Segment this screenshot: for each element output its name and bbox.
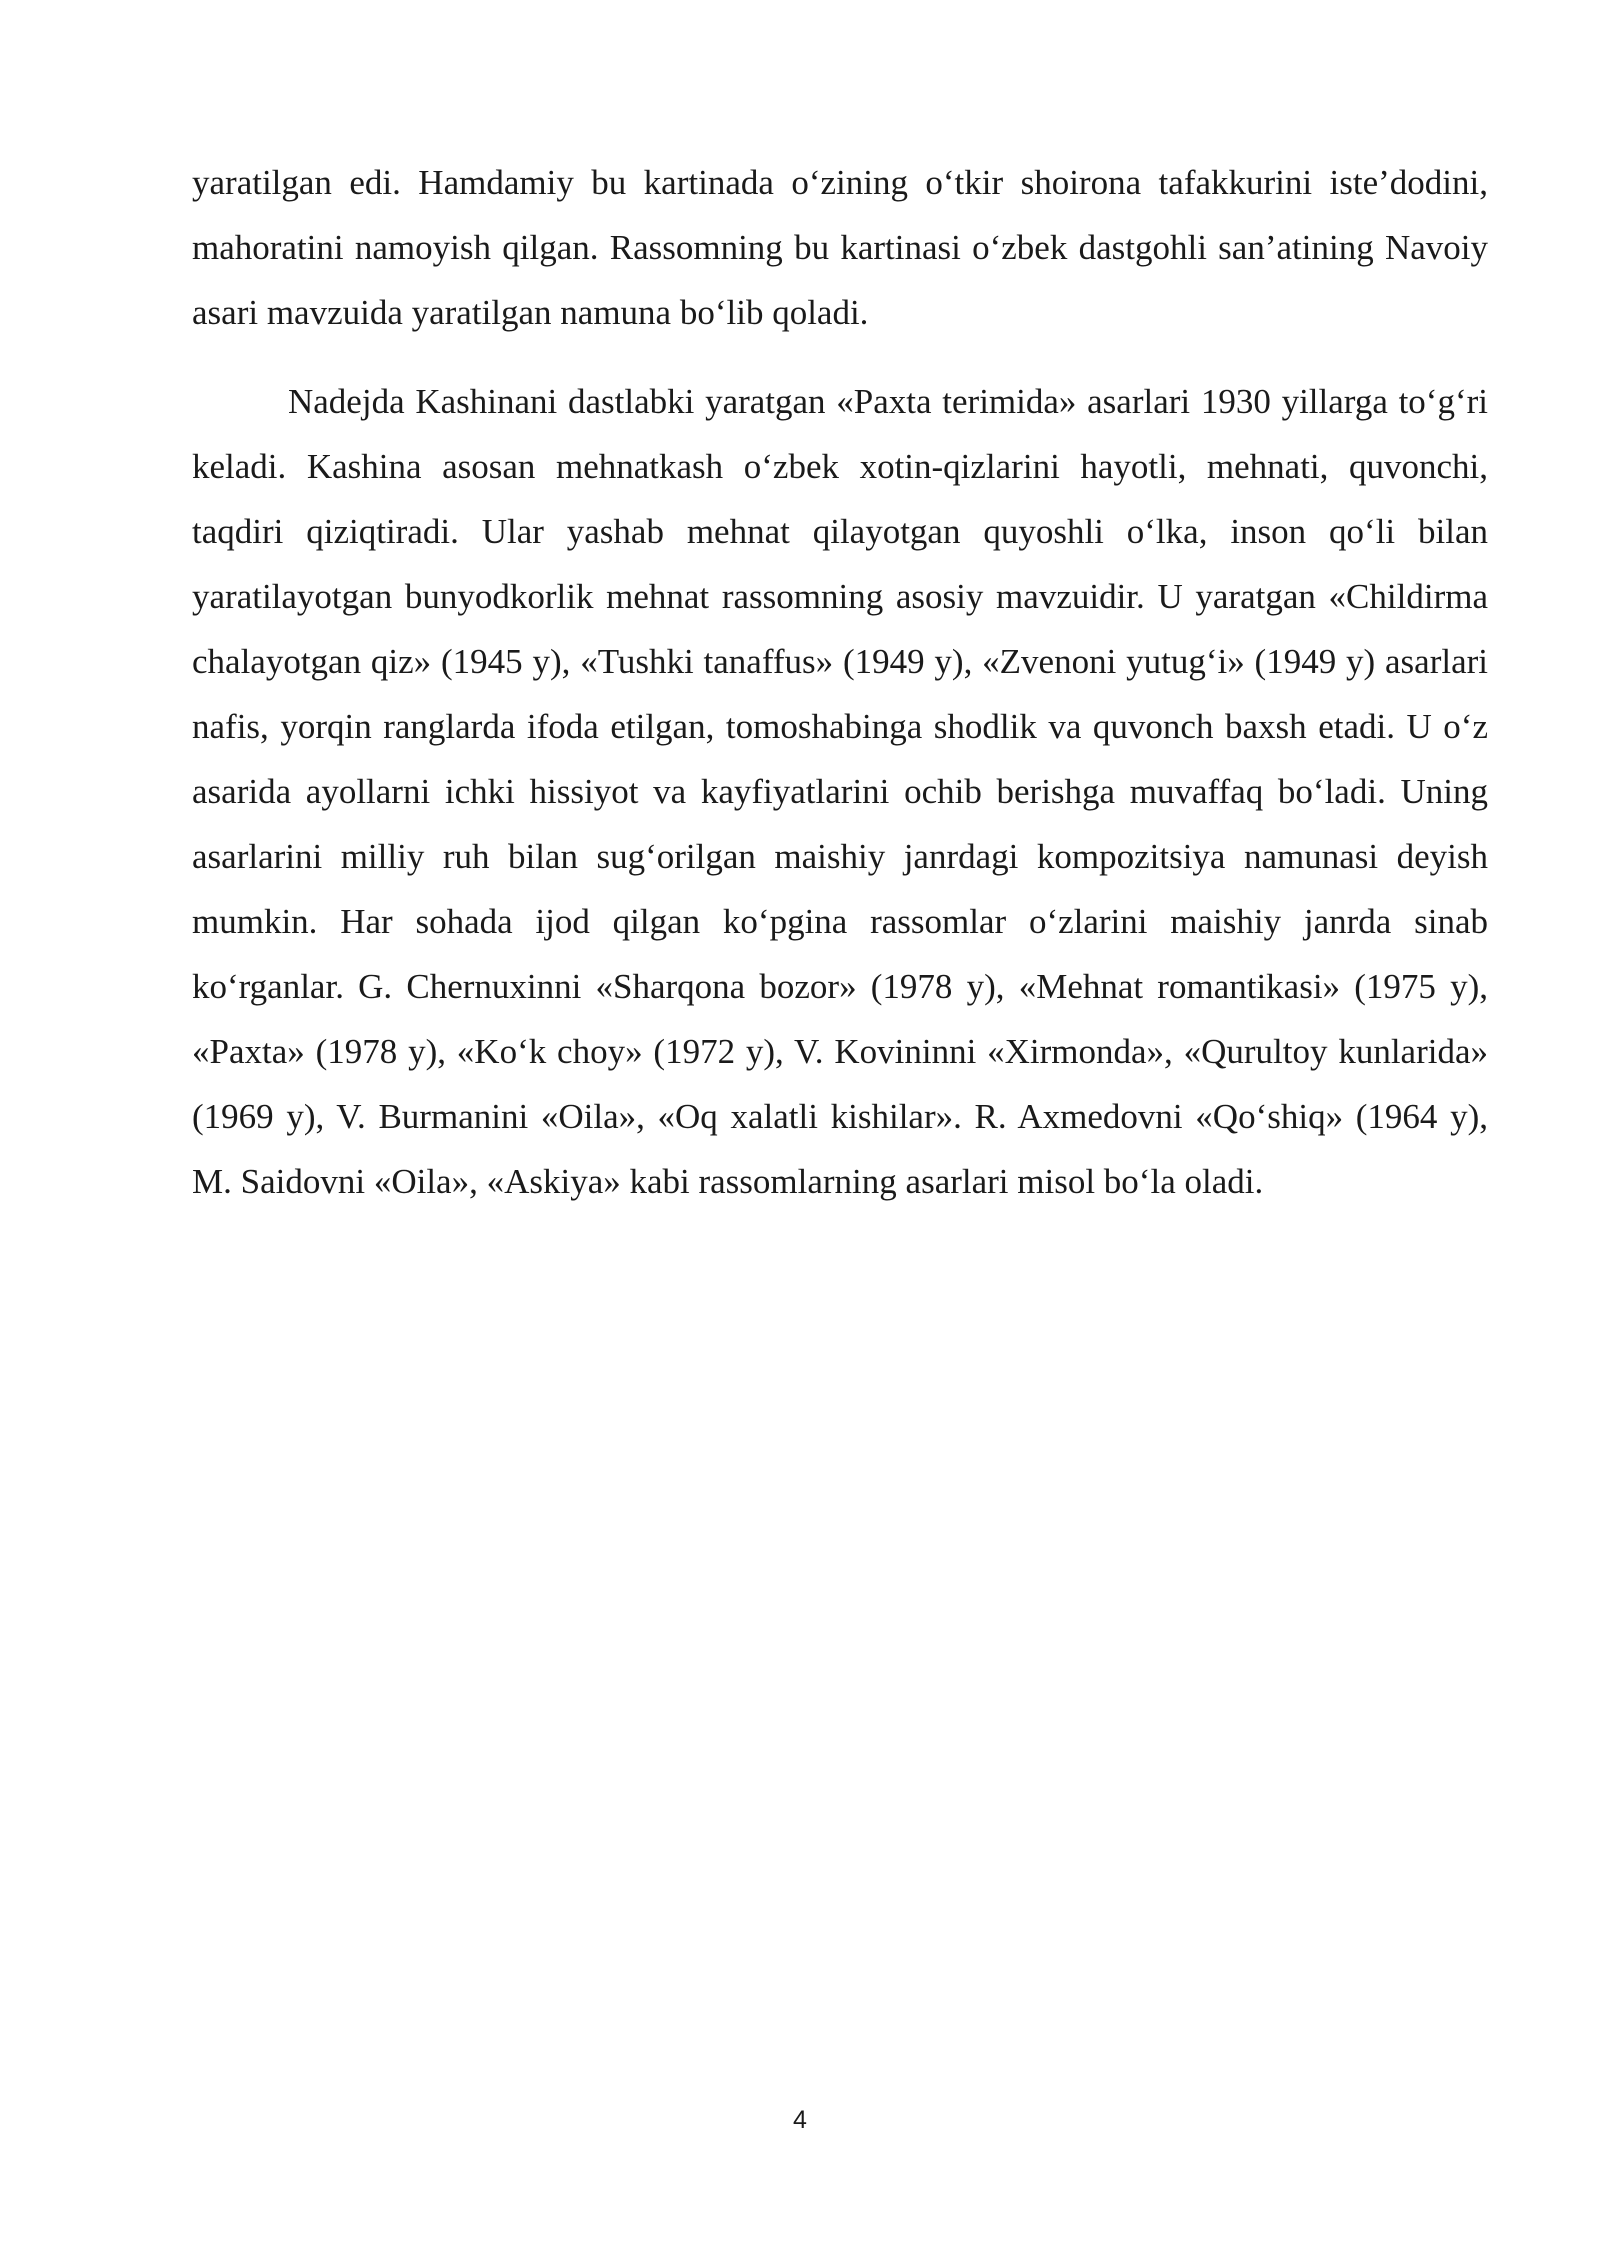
paragraph-kashina: Nadejda Kashinani dastlabki yaratgan «Paxta terimida» asarlari 1930 yillarga to‘g‘ri keladi. Kashina asosan mehnatkash o‘zbek xotin-qizlarini hayotli, mehnati, quvonchi, taqdiri qiziqtiradi. Ular yashab mehnat qilayotgan quyoshli o‘lka, inson qo‘li bilan yaratilayotgan bunyodkorlik mehnat rassomning asosiy mavzuidir. U yaratgan «Childirma chalayotgan qiz» (1945 y), «Tushki tanaffus» (1949 y), «Zvenoni yutug‘i» (1949 y) asarlari nafis, yorqin ranglarda ifoda etilgan, tomoshabinga shodlik va quvonch baxsh etadi. U o‘z asarida ayollarni ichki hissiyot va kayfiyatlarini ochib berishga muvaffaq bo‘ladi. Uning asarlarini milliy ruh bilan sug‘orilgan maishiy janrdagi kompozitsiya namunasi deyish mumkin. Har sohada ijod qilgan ko‘pgina rassomlar o‘zlarini maishiy janrda sinab ko‘rganlar. G. Chernuxinni «Sharqona bozor» (1978 y), «Mehnat romantikasi» (1975 y), «Paxta» (1978 y), «Ko‘k choy» (1972 y), V. Kovininni «Xirmonda», «Qurultoy kunlarida» (1969 y), V. Burmanini «Oila», «Oq xalatli kishilar». R. Axmedovni «Qo‘shiq» (1964 y), M. Saidovni «Oila», «Askiya» kabi rassomlarning asarlari misol bo‘la oladi. bbox=[192, 382, 1488, 1201]
paragraph-continuation: yaratilgan edi. Hamdamiy bu kartinada o‘zining o‘tkir shoirona tafakkurini iste’dodini, mahoratini namoyish qilgan. Rassomning bu kartinasi o‘zbek dastgohli san’atining Navoiy asari mavzuida yaratilgan namuna bo‘lib qoladi. bbox=[192, 163, 1488, 332]
body-text bbox=[192, 150, 1488, 1214]
page-number: 4 bbox=[793, 2106, 807, 2134]
